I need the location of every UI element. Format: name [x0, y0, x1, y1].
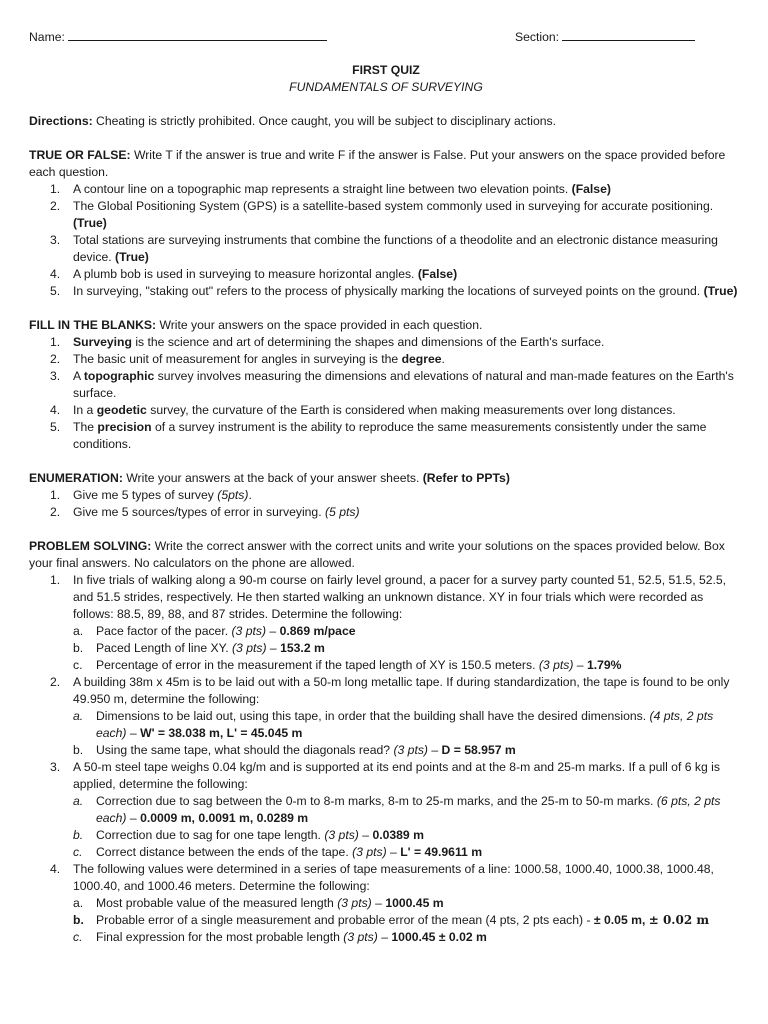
- item-number: 4.: [50, 403, 61, 417]
- question-text: Dimensions to be laid out, using this tape, in order that the building shall have the desired dimensions.: [96, 709, 650, 723]
- points-text: (5pts): [217, 488, 249, 502]
- item-number: 1.: [50, 335, 61, 349]
- sub-item: [29, 912, 743, 929]
- sub-item: [29, 929, 743, 946]
- question-text: Give me 5 types of survey: [73, 488, 218, 502]
- question-text: Most probable value of the measured length: [96, 896, 338, 910]
- item-number: 5.: [50, 284, 61, 298]
- answer-text: 0.0009 m, 0.0091 m, 0.0289 m: [140, 811, 309, 825]
- question-text: The following values were determined in a series of tape measurements of a line: 1000.58, 1000.40, 1000.38, 1000.48, 1000.40, and 1000.46 meters. Determine the following:: [73, 862, 714, 893]
- dash: –: [126, 811, 141, 825]
- sub-letter: b.: [73, 641, 84, 655]
- enumeration-text: Write your answers at the back of your answer sheets.: [122, 471, 423, 485]
- header-row: [29, 28, 743, 45]
- question-text: A: [73, 369, 84, 383]
- enumeration-section: [29, 470, 743, 521]
- item-number: 2.: [50, 352, 61, 366]
- points-text: (3 pts): [538, 658, 574, 672]
- question-text: Paced Length of line XY.: [96, 641, 232, 655]
- points-text: (4 pts, 2 pts each): [96, 709, 714, 740]
- quiz-page: [29, 28, 743, 946]
- answer-text: (True): [115, 250, 149, 264]
- true-false-text: Write T if the answer is true and write F if the answer is False. Put your answers on the space provided before each question.: [29, 148, 726, 179]
- problem-item: [29, 572, 743, 623]
- sub-item: [29, 793, 743, 827]
- item-number: 2.: [50, 199, 61, 213]
- dash: –: [126, 726, 141, 740]
- answer-text: 1000.45 ± 0.02 m: [391, 930, 487, 944]
- question-text: A building 38m x 45m is to be laid out with a 50-m long metallic tape. If during standardization, the tape is found to be only 49.950 m, determine the following:: [73, 675, 730, 706]
- true-false-label: TRUE OR FALSE:: [29, 148, 131, 162]
- answer-text: precision: [97, 420, 152, 434]
- sub-item: [29, 657, 743, 674]
- sub-item: [29, 827, 743, 844]
- answer-text: (False): [417, 267, 458, 281]
- points-text: (3 pts): [393, 743, 428, 757]
- question-text: In surveying, "staking out" refers to the process of physically marking the locations of surveyed points on the ground.: [73, 284, 704, 298]
- answer-text: 153.2 m: [280, 641, 325, 655]
- list-item: [29, 266, 743, 283]
- answer-text: D = 58.957 m: [441, 743, 516, 757]
- dash: –: [386, 845, 401, 859]
- question-text: of a survey instrument is the ability to reproduce the same measurements consistently under the same conditions.: [73, 420, 707, 451]
- directions-label: Directions:: [29, 114, 93, 128]
- true-false-instructions: [29, 147, 743, 181]
- points-text: (3 pts): [337, 896, 372, 910]
- list-item: [29, 181, 743, 198]
- answer-text: 0.0389 m: [372, 828, 424, 842]
- item-number: 4.: [50, 267, 61, 281]
- item-number: 5.: [50, 420, 61, 434]
- answer-text: (True): [703, 284, 738, 298]
- item-number: 1.: [50, 182, 61, 196]
- sub-letter: c.: [73, 845, 83, 859]
- sub-letter: c.: [73, 658, 83, 672]
- question-text: In a: [73, 403, 97, 417]
- points-text: (3 pts): [324, 828, 359, 842]
- sub-letter: b.: [73, 743, 84, 757]
- list-item: [29, 198, 743, 232]
- sub-item: [29, 708, 743, 742]
- fill-blanks-instructions: [29, 317, 743, 334]
- question-text: The basic unit of measurement for angles in surveying is the: [73, 352, 402, 366]
- item-number: 3.: [50, 233, 61, 247]
- question-text: .: [248, 488, 252, 502]
- sub-item: [29, 640, 743, 657]
- question-text: A plumb bob is used in surveying to measure horizontal angles.: [73, 267, 418, 281]
- sub-letter: a.: [73, 896, 84, 910]
- quiz-title: FIRST QUIZ: [352, 63, 420, 77]
- problem-solving-label: PROBLEM SOLVING:: [29, 539, 152, 553]
- list-item: [29, 368, 743, 402]
- answer-text: topographic: [83, 369, 155, 383]
- list-item: [29, 351, 743, 368]
- sub-item: [29, 742, 743, 759]
- question-text: Pace factor of the pacer.: [96, 624, 232, 638]
- points-text: (3 pts): [231, 641, 267, 655]
- question-text: .: [441, 352, 445, 366]
- section-blank[interactable]: [562, 28, 695, 41]
- answer-text: ± 0.05 m,: [593, 913, 649, 927]
- dash: –: [427, 743, 442, 757]
- enumeration-instructions: [29, 470, 743, 487]
- sub-item: [29, 844, 743, 861]
- sub-letter: b.: [73, 828, 84, 842]
- name-field: [29, 28, 327, 46]
- dash: –: [266, 641, 281, 655]
- section-label: Section:: [515, 30, 560, 44]
- answer-text: 0.869 m/pace: [279, 624, 356, 638]
- list-item: [29, 487, 743, 504]
- list-item: [29, 232, 743, 266]
- answer-text: Surveying: [73, 335, 132, 349]
- question-text: A contour line on a topographic map represents a straight line between two elevation points.: [73, 182, 572, 196]
- item-number: 3.: [50, 760, 61, 774]
- answer-text: ± 0.02 m: [648, 913, 710, 927]
- answer-text: degree: [401, 352, 442, 366]
- enumeration-note: (Refer to PPTs): [422, 471, 510, 485]
- dash: –: [377, 930, 392, 944]
- question-text: In five trials of walking along a 90-m course on fairly level ground, a pacer for a survey party counted 51, 52.5, 51.5, 52.5, and 51.5 strides, respectively. He then started walking an unknown distance. XY in four trials which were recorded as follows: 88.5, 89, 88, and 87 strides. Determine the following:: [73, 573, 727, 621]
- list-item: [29, 419, 743, 453]
- sub-item: [29, 895, 743, 912]
- problem-solving-instructions: [29, 538, 743, 572]
- points-text: (3 pts): [343, 930, 378, 944]
- sub-item: [29, 623, 743, 640]
- quiz-subtitle: FUNDAMENTALS OF SURVEYING: [289, 80, 483, 94]
- answer-text: (False): [571, 182, 611, 196]
- problem-solving-text: Write the correct answer with the correct units and write your solutions on the spaces provided below. Box your final answers. No calculators on the phone are allowed.: [29, 539, 725, 570]
- section-field: [515, 28, 695, 46]
- item-number: 1.: [50, 488, 61, 502]
- directions-text: Cheating is strictly prohibited. Once caught, you will be subject to disciplinary actions.: [92, 114, 557, 128]
- dash: –: [371, 896, 386, 910]
- list-item: [29, 504, 743, 521]
- answer-text: (True): [73, 216, 107, 230]
- question-text: A 50-m steel tape weighs 0.04 kg/m and is supported at its end points and at the 8-m and 25-m marks. If a pull of 6 kg is applied, determine the following:: [73, 760, 720, 791]
- question-text: survey involves measuring the dimensions and elevations of natural and man-made features on the Earth's surface.: [73, 369, 734, 400]
- true-false-section: [29, 147, 743, 300]
- directions: [29, 113, 743, 130]
- answer-text: 1.79%: [586, 658, 622, 672]
- question-text: Total stations are surveying instruments that combine the functions of a theodolite and an electronic distance measuring device.: [73, 233, 718, 264]
- fill-blanks-text: Write your answers on the space provided in each question.: [156, 318, 483, 332]
- item-number: 1.: [50, 573, 61, 587]
- problem-item: [29, 861, 743, 895]
- list-item: [29, 283, 743, 300]
- question-text: The: [73, 420, 98, 434]
- dash: –: [573, 658, 587, 672]
- problem-solving-section: [29, 538, 743, 946]
- question-text: Percentage of error in the measurement if the taped length of XY is 150.5 meters.: [96, 658, 539, 672]
- item-number: 3.: [50, 369, 61, 383]
- question-text: Correction due to sag for one tape length.: [96, 828, 325, 842]
- answer-text: geodetic: [96, 403, 147, 417]
- name-label: Name:: [29, 30, 65, 44]
- sub-letter: a.: [73, 709, 84, 723]
- answer-text: W' = 38.038 m, L' = 45.045 m: [140, 726, 303, 740]
- question-text: is the science and art of determining the shapes and dimensions of the Earth's surface.: [131, 335, 605, 349]
- title-block: [29, 62, 743, 96]
- problem-item: [29, 759, 743, 793]
- points-text: (3 pts): [352, 845, 387, 859]
- fill-blanks-label: FILL IN THE BLANKS:: [29, 318, 157, 332]
- enumeration-label: ENUMERATION:: [29, 471, 123, 485]
- dash: –: [266, 624, 280, 638]
- dash: –: [358, 828, 373, 842]
- question-text: Correction due to sag between the 0-m to 8-m marks, 8-m to 25-m marks, and the 25-m to 50-m marks.: [96, 794, 657, 808]
- answer-text: 1000.45 m: [385, 896, 444, 910]
- question-text: Give me 5 sources/types of error in surveying.: [73, 505, 325, 519]
- question-text: The Global Positioning System (GPS) is a satellite-based system commonly used in surveying for accurate positioning.: [73, 199, 714, 213]
- question-text: Final expression for the most probable length: [96, 930, 344, 944]
- problem-item: [29, 674, 743, 708]
- sub-letter: a.: [73, 624, 84, 638]
- list-item: [29, 334, 743, 351]
- list-item: [29, 402, 743, 419]
- sub-letter: a.: [73, 794, 84, 808]
- fill-blanks-section: [29, 317, 743, 453]
- points-text: (5 pts): [324, 505, 360, 519]
- item-number: 4.: [50, 862, 61, 876]
- name-blank[interactable]: [68, 28, 327, 41]
- sub-letter: b.: [73, 913, 84, 927]
- question-text: survey, the curvature of the Earth is considered when making measurements over long distances.: [146, 403, 676, 417]
- question-text: Probable error of a single measurement and probable error of the mean (4 pts, 2 pts each) -: [96, 913, 594, 927]
- sub-letter: c.: [73, 930, 83, 944]
- answer-text: L' = 49.9611 m: [400, 845, 483, 859]
- points-text: (3 pts): [231, 624, 267, 638]
- item-number: 2.: [50, 505, 61, 519]
- item-number: 2.: [50, 675, 61, 689]
- question-text: Using the same tape, what should the diagonals read?: [96, 743, 394, 757]
- points-text: (6 pts, 2 pts each): [96, 794, 721, 825]
- question-text: Correct distance between the ends of the tape.: [96, 845, 353, 859]
